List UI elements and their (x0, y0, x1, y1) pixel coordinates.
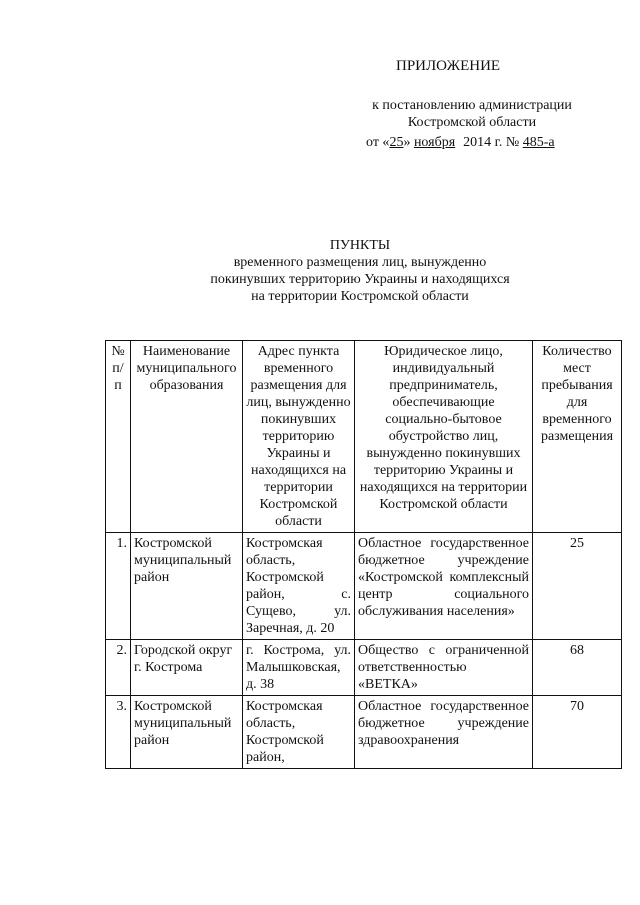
order-month: ноября (413, 135, 456, 150)
row-entity: Областное государственное бюджетное учреждение здравоохранения (355, 696, 533, 769)
header-entity: Юридическое лицо, индивидуальный предприниматель, обеспечивающие социально-бытовое обустройство лиц, вынужденно покинувших территорию Украины и находящихся на территории Костромской области (355, 341, 533, 533)
row-municipality: Костромской муниципальный район (131, 533, 243, 640)
order-year: 2014 г. № (463, 135, 520, 150)
header-municipality: Наименование муниципального образования (131, 341, 243, 533)
title-line-4: на территории Костромской области (251, 289, 469, 304)
resolution-reference: к постановлению администрации Костромской области (372, 98, 572, 130)
row-municipality: Городской округ г. Кострома (131, 640, 243, 696)
row-address: Костромская область, Костромской район, с. Сущево, ул. Заречная, д. 20 (243, 533, 355, 640)
order-line (366, 134, 555, 151)
row-number: 3. (106, 696, 131, 769)
row-number: 1. (106, 533, 131, 640)
order-number: 485-а (522, 135, 555, 150)
document-title (170, 237, 550, 305)
table-header-row (106, 341, 622, 533)
row-entity: Областное государственное бюджетное учреждение «Костромской комплексный центр социального обслуживания населения» (355, 533, 533, 640)
row-number: 2. (106, 640, 131, 696)
row-address: г. Кострома, ул. Малышковская, д. 38 (243, 640, 355, 696)
row-entity: Общество с ограниченной ответственностью «ВЕТКА» (355, 640, 533, 696)
order-mid: » (403, 135, 411, 150)
title-line-3: покинувших территорию Украины и находящихся (210, 272, 510, 287)
table-row (106, 640, 622, 696)
row-municipality: Костромской муниципальный район (131, 696, 243, 769)
header-capacity: Количество мест пребывания для временного размещения (533, 341, 622, 533)
appendix-heading: ПРИЛОЖЕНИЕ (396, 58, 501, 74)
title-line-1: ПУНКТЫ (329, 238, 391, 253)
row-capacity: 68 (533, 640, 622, 696)
table-row (106, 533, 622, 640)
row-capacity: 70 (533, 696, 622, 769)
order-prefix: от « (366, 135, 390, 150)
header-address: Адрес пункта временного размещения для лиц, вынужденно покинувших территорию Украины и находящихся на территории Костромской области (243, 341, 355, 533)
order-day: 25 (389, 135, 404, 150)
title-line-2: временного размещения лиц, вынужденно (233, 255, 487, 270)
temporary-placement-table (105, 340, 622, 769)
table-row (106, 696, 622, 769)
header-number: № п/п (106, 341, 131, 533)
row-capacity: 25 (533, 533, 622, 640)
row-address: Костромская область, Костромской район, (243, 696, 355, 769)
